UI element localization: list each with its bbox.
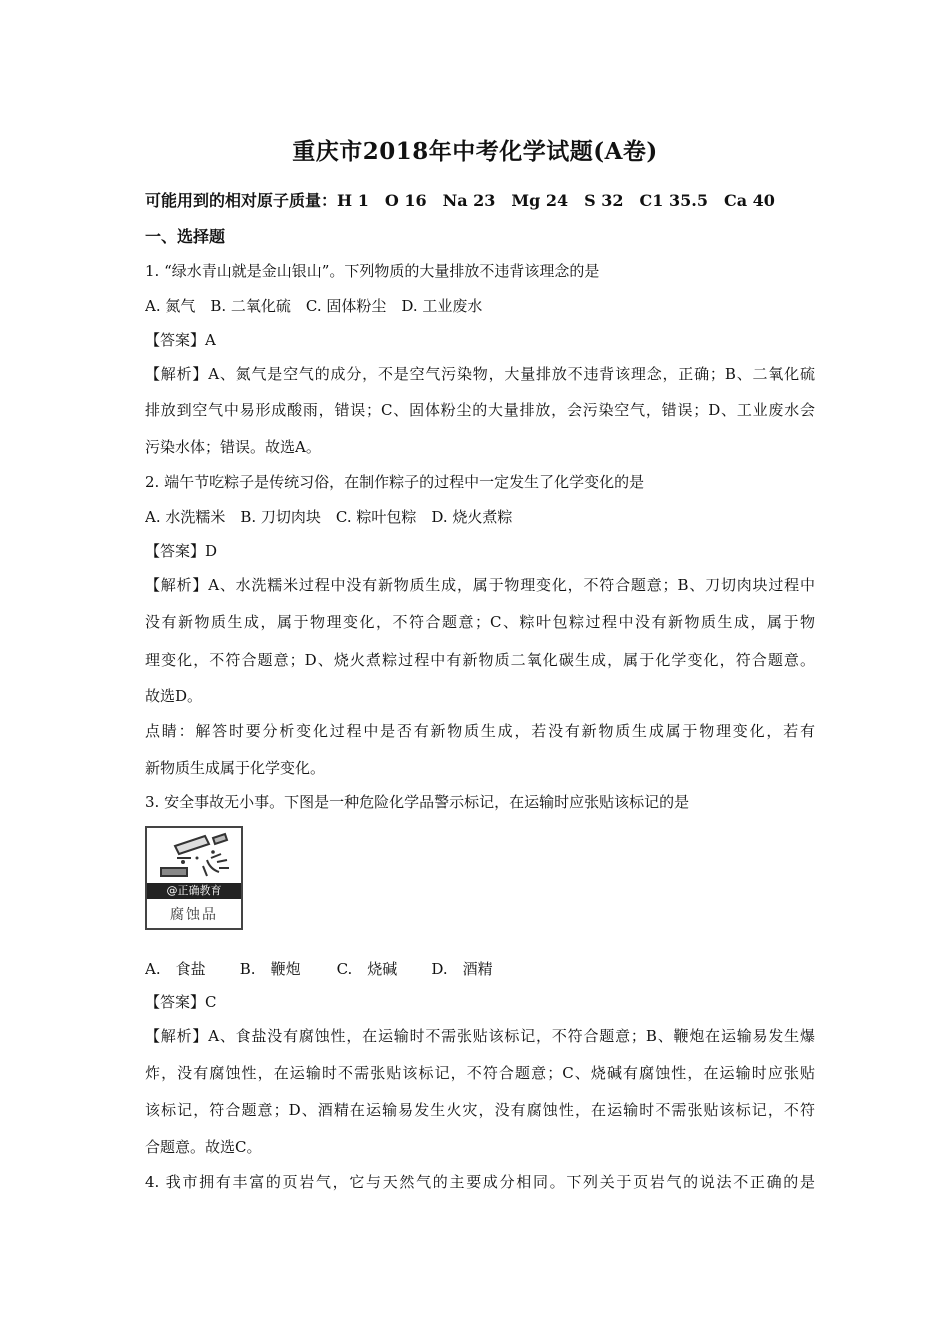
q3-analysis-line-3: 该标记，符合题意；D、酒精在运输易发生火灾，没有腐蚀性，在运输时不需张贴该标记，不符: [145, 1101, 815, 1119]
q2-analysis-line-2: 没有新物质生成，属于物理变化，不符合题意；C、粽叶包粽过程中没有新物质生成，属于物: [145, 613, 815, 631]
q3-answer: 【答案】C: [145, 993, 217, 1011]
corrosive-pictogram-icon: [147, 828, 241, 884]
page-title: 重庆市2018年中考化学试题(A卷): [292, 138, 658, 165]
q3-options: [145, 959, 815, 979]
q2-answer: 【答案】D: [145, 542, 218, 560]
q3-option-d: D. 酒精: [431, 960, 493, 978]
q3-analysis-line-1: 【解析】A、食盐没有腐蚀性，在运输时不需张贴该标记，不符合题意；B、鞭炮在运输易发生爆: [145, 1027, 815, 1045]
q1-stem: 1. “绿水青山就是金山银山”。下列物质的大量排放不违背该理念的是: [145, 262, 600, 280]
q4-stem: 4. 我市拥有丰富的页岩气，它与天然气的主要成分相同。下列关于页岩气的说法不正确的是: [145, 1173, 815, 1191]
q3-analysis-line-4: 合题意。故选C。: [145, 1138, 262, 1156]
q2-analysis-line-4: 故选D。: [145, 687, 203, 705]
q1-options: A. 氮气 B. 二氧化硫 C. 固体粉尘 D. 工业废水: [145, 297, 483, 315]
corrosive-warning-sign: [145, 826, 243, 930]
q2-analysis-line-1: 【解析】A、水洗糯米过程中没有新物质生成，属于物理变化，不符合题意；B、刀切肉块过程中: [145, 576, 815, 594]
atomic-masses-line: 可能用到的相对原子质量：H 1 O 16 Na 23 Mg 24 S 32 C1 35.5 Ca 40: [145, 191, 775, 210]
q1-answer: 【答案】A: [145, 331, 216, 349]
sign-label: 腐蚀品: [170, 907, 218, 923]
q1-analysis-line-2: 排放到空气中易形成酸雨，错误；C、固体粉尘的大量排放，会污染空气，错误；D、工业废水会: [145, 401, 815, 419]
q3-option-c: C. 烧碱: [336, 960, 398, 978]
q3-option-a: A. 食盐: [145, 960, 206, 978]
q2-options: A. 水洗糯米 B. 刀切肉块 C. 粽叶包粽 D. 烧火煮粽: [145, 508, 513, 526]
q2-tip-line-2: 新物质生成属于化学变化。: [145, 759, 326, 777]
q1-analysis-line-1: 【解析】A、氮气是空气的成分，不是空气污染物，大量排放不违背该理念，正确；B、二氧化硫: [145, 365, 815, 383]
q3-option-b: B. 鞭炮: [239, 960, 301, 978]
section-heading: 一、选择题: [145, 227, 226, 246]
q1-analysis-line-3: 污染水体；错误。故选A。: [145, 438, 321, 456]
q2-stem: 2. 端午节吃粽子是传统习俗，在制作粽子的过程中一定发生了化学变化的是: [145, 473, 645, 491]
q3-stem: 3. 安全事故无小事。下图是一种危险化学品警示标记，在运输时应张贴该标记的是: [145, 793, 690, 811]
sign-watermark: @正确教育: [147, 883, 241, 899]
q3-analysis-line-2: 炸，没有腐蚀性，在运输时不需张贴该标记，不符合题意；C、烧碱有腐蚀性，在运输时应张贴: [145, 1064, 815, 1082]
q2-analysis-line-3: 理变化，不符合题意；D、烧火煮粽过程中有新物质二氧化碳生成，属于化学变化，符合题意。: [145, 651, 815, 669]
q2-tip-line-1: 点睛：解答时要分析变化过程中是否有新物质生成，若没有新物质生成属于物理变化，若有: [145, 722, 815, 740]
